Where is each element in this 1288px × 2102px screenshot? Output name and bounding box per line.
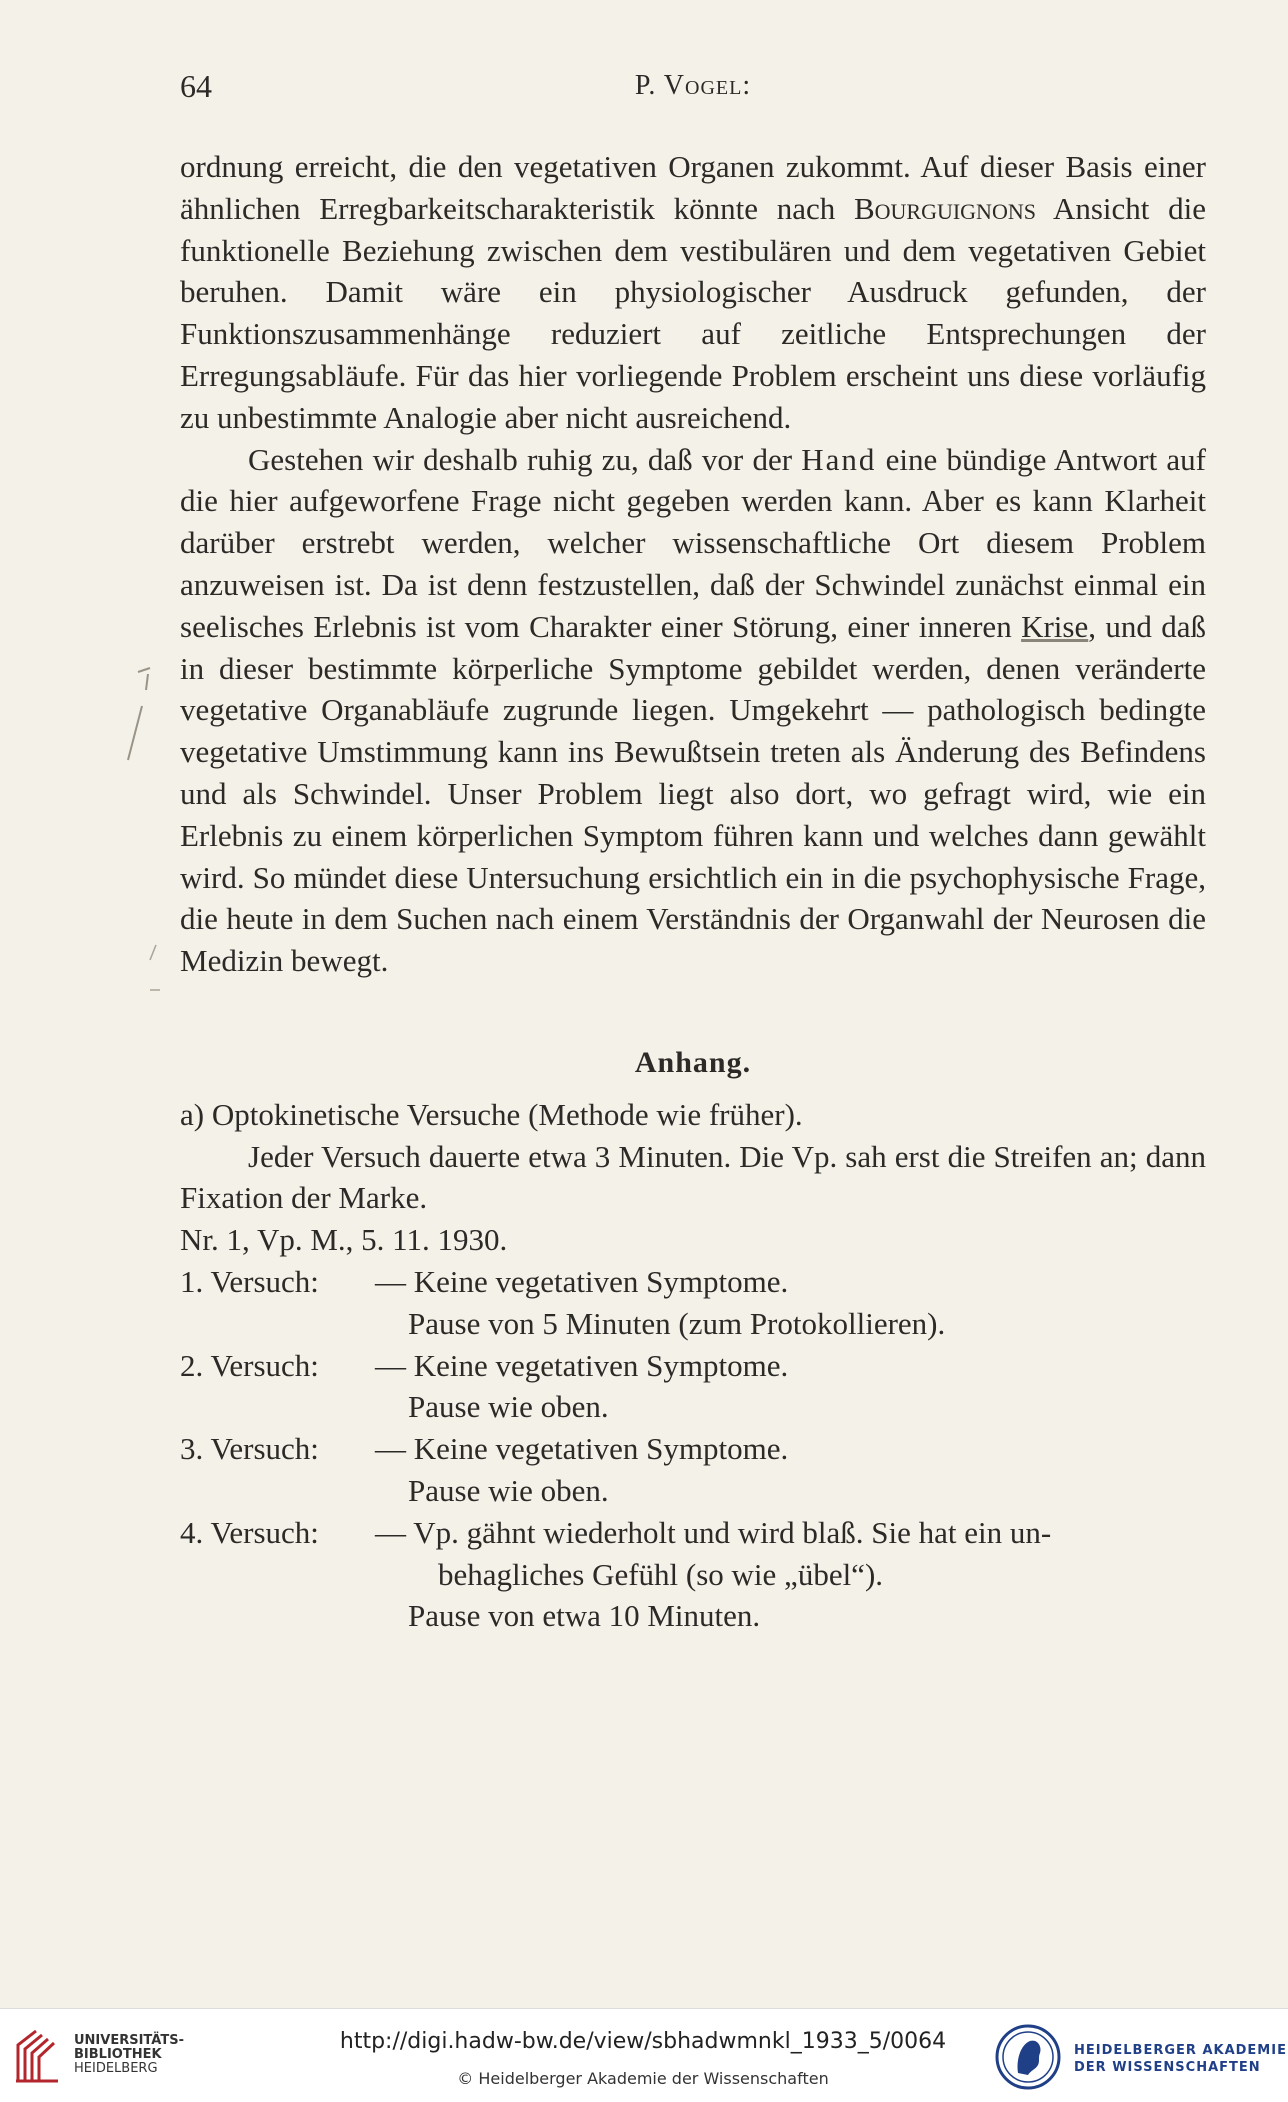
body-text xyxy=(180,146,1206,1637)
trial-note: Pause wie oben. xyxy=(408,1472,609,1508)
underlined-krise: Krise xyxy=(1021,608,1089,644)
trial-row xyxy=(180,1428,1206,1470)
trial-label: 4. Versuch: xyxy=(180,1514,319,1550)
trial-result: — Keine vegetativen Symptome. xyxy=(375,1431,789,1467)
running-head: P. Vogel: xyxy=(634,70,752,101)
annex-subtitle: a) Optokinetische Versuche (Methode wie früher). xyxy=(180,1096,803,1132)
library-name-line1: UNIVERSITÄTS- xyxy=(74,2033,184,2048)
academy-name-line2: DER WISSENSCHAFTEN xyxy=(1074,2060,1261,2075)
paragraph-2-start: Gestehen wir deshalb ruhig zu, daß vor der xyxy=(248,441,802,477)
paragraph-2-end: , und daß in dieser bestimmte körperliche Symptome gebildet werden, denen veränderte vegetative Organabläufe zugrunde liegen. Umgekehrt — pathologisch bedingte vegetative Umstimmung kann ins Bewußtsein treten als Änderung des Befindens und als Schwindel. Unser Problem liegt also dort, wo gefragt wird, wie ein Erlebnis zu einem körperlichen Symptom führen kann und welches dann gewählt wird. So mündet diese Untersuchung ersichtlich ein in die psychophysische Frage, die heute in dem Suchen nach einem Verständnis der Organwahl der Neurosen die Medizin bewegt. xyxy=(180,608,1206,979)
trial-row xyxy=(180,1512,1206,1554)
page-header xyxy=(180,68,1206,108)
library-name-line3: HEIDELBERG xyxy=(74,2061,158,2076)
academy-seal-icon[interactable] xyxy=(994,2023,1062,2091)
trial-list xyxy=(180,1261,1206,1637)
library-name-line2: BIBLIOTHEK xyxy=(74,2047,162,2062)
trial-result: — Keine vegetativen Symptome. xyxy=(375,1263,789,1299)
trial-note: Pause von etwa 10 Minuten. xyxy=(408,1598,761,1634)
trial-result: — Vp. gähnt wiederholt und wird blaß. Sie hat ein un- xyxy=(375,1514,1052,1550)
pencil-mark-icon xyxy=(110,660,160,1000)
library-name[interactable] xyxy=(74,2034,184,2076)
permalink-url[interactable]: http://digi.hadw-bw.de/view/sbhadwmnkl_1933_5/0064 xyxy=(339,2029,947,2054)
trial-row xyxy=(180,1261,1206,1303)
trial-label: 1. Versuch: xyxy=(180,1263,319,1299)
trial-continuation xyxy=(180,1554,1206,1596)
page-number: 64 xyxy=(180,68,212,104)
emphasis-hand: Hand xyxy=(801,441,877,477)
trial-note: Pause wie oben. xyxy=(408,1389,609,1425)
paragraph-2 xyxy=(180,439,1206,982)
paragraph-1 xyxy=(180,146,1206,439)
digitization-footer xyxy=(0,2008,1288,2102)
trial-row xyxy=(180,1345,1206,1387)
paragraph-1-end: Ansicht die funktionelle Beziehung zwischen dem vestibulären und dem vegetativen Gebiet beruhen. Damit wäre ein physiologischer Ausdruck gefunden, der Funktionszusammenhänge reduziert auf zeitliche Entsprechungen der Erregungsabläufe. Für das hier vorliegende Problem erscheint uns diese vorläufig zu unbestimmte Analogie aber nicht ausreichend. xyxy=(180,190,1206,435)
protocol-heading: Nr. 1, Vp. M., 5. 11. 1930. xyxy=(180,1222,508,1258)
annex-title: Anhang. xyxy=(634,1045,752,1079)
copyright-notice: © Heidelberger Akademie der Wissenschaften xyxy=(457,2069,829,2088)
annex-intro: Jeder Versuch dauerte etwa 3 Minuten. Die Vp. sah erst die Streifen an; dann Fixation der Marke. xyxy=(180,1138,1206,1216)
trial-continuation-text: behagliches Gefühl (so wie „übel“). xyxy=(438,1556,884,1592)
academy-name[interactable] xyxy=(1074,2042,1287,2076)
library-logo-icon[interactable] xyxy=(12,2023,72,2087)
academy-name-line1: HEIDELBERGER AKADEMIE xyxy=(1074,2043,1287,2058)
trial-label: 3. Versuch: xyxy=(180,1431,319,1467)
trial-note: Pause von 5 Minuten (zum Protokollieren). xyxy=(408,1305,946,1341)
paragraph-2-middle: eine bündige Antwort auf die hier aufgeworfene Frage nicht gegeben werden kann. Aber es kann Klarheit darüber erstrebt werden, welcher wissenschaftliche Ort diesem Problem anzuweisen ist. Da ist denn festzustellen, daß der Schwindel zunächst einmal ein seelisches Erlebnis ist vom Charakter einer Störung, einer inneren xyxy=(180,441,1206,644)
trial-label: 2. Versuch: xyxy=(180,1347,319,1383)
paragraph-1-start: ordnung erreicht, die den vegetativen Organen zukommt. Auf dieser Basis einer ähnlichen Erregbarkeitscharakteristik könnte nach xyxy=(180,149,1206,226)
author-name-bourguignon: Bourguignons xyxy=(853,190,1036,226)
trial-result: — Keine vegetativen Symptome. xyxy=(375,1347,789,1383)
